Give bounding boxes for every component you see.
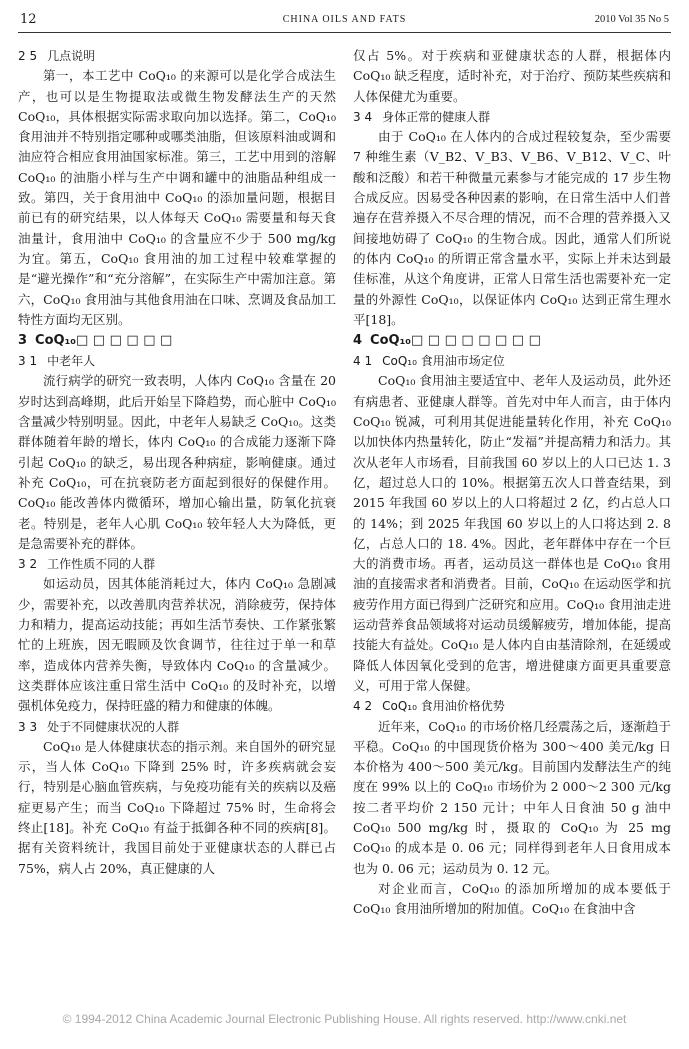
section-number: 4: [353, 333, 363, 349]
section-title: 中老年人: [47, 354, 96, 369]
left-column: [18, 46, 336, 1006]
section-title: 身体正常的健康人群: [382, 109, 491, 124]
subsection-heading: [18, 554, 336, 574]
section-title: CoQ₁₀□ □ □ □ □ □ □ □: [370, 333, 541, 349]
body-paragraph: 对企业而言，CoQ₁₀ 的添加所增加的成本要低于 CoQ₁₀ 食用油所增加的附加值。CoQ₁₀ 在食油中含: [353, 880, 671, 917]
body-paragraph: 第一，本工艺中 CoQ₁₀ 的来源可以是化学合成法生产，也可以是生物提取法或微生物发酵法生产的天然 CoQ₁₀，具体根据实际需求取向加以选择。第二，CoQ₁₀ 食用油并不特别指定哪种或哪类油脂，但该原料油或调和油应符合相应食用油国家标准。第三，工艺中用到的溶解 CoQ₁₀ 的油脂小样与生产中调和罐中的油脂品种组成一致。第四，关于食用油中 CoQ₁₀ 的添加量问题，根据目前已有的研究结果，以人体每天 CoQ₁₀ 需要量和每天食油量计，食用油中 CoQ₁₀ 的含量应不少于 500 mg/kg 为宜。第五，CoQ₁₀ 食用油的加工过程中较难掌握的是“避光操作”和“充分溶解”，在实际生产中需加注意。第六，CoQ₁₀ 食用油与其他食用油在口味、烹调及食品加工特性方面均无区别。: [18, 68, 336, 327]
page-number: 12: [20, 12, 37, 27]
section-number: 3 2: [18, 557, 38, 572]
subsection-heading: [18, 717, 336, 737]
body-paragraph: CoQ₁₀ 食用油主要适宜中、老年人及运动员，此外还有病患者、亚健康人群等。首先对中年人而言，由于体内 CoQ₁₀ 锐减，可利用其促进能量转化作用，补充 CoQ₁₀ 以加快体内热量转化，防止“发福”并提高精力和活力。其次从老年人市场看，目前我国 60 岁以上的人口已达 1. 3 亿，超过总人口的 10%。根据第五次人口普查结果，到 2015 年我国 60 岁以上的人口将超过 2 亿，约占总人口的 14%；到 2025 年我国 60 岁以上的人口将达到 2. 8 亿，占总人口的 18. 4%。因此，老年群体中存在一个巨大的消费市场。再者，运动员这一群体也是 CoQ₁₀ 食用油的直接需求者和消费者。目前，CoQ₁₀ 在运动医学和抗疲劳作用方面已得到广泛研究和应用。CoQ₁₀ 食用油走进运动营养食品领域将对运动员缓解疲劳，增加体能，提高技能大有益处。CoQ₁₀ 是人体内自由基清除剂，在延缓或降低人体因氧化受到的危害，增进健康方面更具重要意义，可用于常人保健。: [353, 373, 671, 693]
section-number: 3 4: [353, 109, 373, 124]
journal-name: CHINA OILS AND FATS: [282, 14, 407, 25]
section-title: CoQ₁₀ 食用油价格优势: [382, 699, 505, 714]
section-title: CoQ₁₀ 食用油市场定位: [382, 354, 505, 369]
body-paragraph: 如运动员，因其体能消耗过大，体内 CoQ₁₀ 急剧减少，需要补充，以改善肌肉营养状况，消除疲劳，保持体力和精力，提高运动技能；再如生活节奏快、工作紧张繁忙的上班族，因无暇顾及饮食调节，往往过于单一和草率，造成体内营养失衡，导致体内 CoQ₁₀ 的含量减少。这类群体应该注重日常生活中 CoQ₁₀ 的及时补充，以增强机体免疫力，保持旺盛的精力和健康的体魄。: [18, 576, 336, 714]
body-paragraph: 由于 CoQ₁₀ 在人体内的合成过程较复杂，至少需要 7 种维生素（V_B2、V_B3、V_B6、V_B12、V_C、叶酸和泛酸）和若干种微量元素参与才能完成的 17 步生物合成反应。因易受各种因素的影响，在日常生活中人们普遍存在营养摄入不尽合理的情况，而不合理的营养摄入又间接地妨碍了 CoQ₁₀ 的生物合成。因此，通常人们所说的体内 CoQ₁₀ 的所谓正常含量水平，实际上并未达到最佳标准，从这个角度讲，正常人日常生活也需要补充一定量的外源性 CoQ₁₀，以保证体内 CoQ₁₀ 达到正常生理水平[18]。: [353, 129, 671, 327]
subsection-heading: [18, 46, 336, 66]
section-number: 4 1: [353, 354, 373, 369]
body-paragraph: CoQ₁₀ 是人体健康状态的指示剂。来自国外的研究显示，当人体 CoQ₁₀ 下降到 25% 时，许多疾病就会妄行，特别是心脑血管疾病，与免疫功能有关的疾病以及癌症更易产生；而当 CoQ₁₀ 下降超过 75% 时，生命将会终止[18]。补充 CoQ₁₀ 有益于抵御各种不同的疾病[8]。据有关资料统计，我国目前处于亚健康状态的人群已占 75%，病人占 20%，真正健康的人: [18, 738, 336, 876]
section-number: 2 5: [18, 49, 38, 63]
section-title: 工作性质不同的人群: [47, 557, 156, 572]
issue-info: 2010 Vol 35 No 5: [594, 14, 669, 25]
body-paragraph: 流行病学的研究一致表明，人体内 CoQ₁₀ 含量在 20 岁时达到高峰期，此后开始呈下降趋势，而心脏中 CoQ₁₀ 含量减少特别明显。因此，中老年人易缺乏 CoQ₁₀。这类群体随着年龄的增长，体内 CoQ₁₀ 的合成能力逐渐下降引起 CoQ₁₀ 的缺乏，易出现各种病症，影响健康。通过补充 CoQ₁₀，可在抗衰防老方面起到很好的保健作用。CoQ₁₀ 能改善体内微循环，增加心输出量，防氧化抗衰老。特别是，老年人心肌 CoQ₁₀ 较年轻人大为降低，更是急需要补充的群体。: [18, 373, 336, 551]
section-number: 4 2: [353, 699, 373, 714]
subsection-heading: [18, 351, 336, 371]
section-heading: [18, 330, 336, 351]
body-paragraph: 近年来，CoQ₁₀ 的市场价格几经震荡之后，逐渐趋于平稳。CoQ₁₀ 的中国现货价格为 300～400 美元/kg 日本价格为 400～500 美元/kg。目前国内发酵法生产的纯度在 99% 以上的 CoQ₁₀ 市场价为 2 000～2 300 元/kg 按二者平均价 2 150 元计；中年人日食油 50 g 油中 CoQ₁₀ 500 mg/kg 时，摄取的 CoQ₁₀ 为 25 mg CoQ₁₀ 的成本是 0. 06 元；同样得到老年人日食用成本也为 0. 06 元；运动员为 0. 12 元。: [353, 718, 671, 876]
subsection-heading: [353, 351, 671, 371]
copyright-footer: © 1994-2012 China Academic Journal Electronic Publishing House. All rights reserved. http://www.cnki.net: [62, 1012, 627, 1026]
subsection-heading: [353, 696, 671, 716]
section-number: 3 3: [18, 719, 38, 734]
body-paragraph: 仅占 5%。对于疾病和亚健康状态的人群，根据体内 CoQ₁₀ 缺乏程度，适时补充，对于治疗、预防某些疾病和人体保健尤为重要。: [353, 48, 671, 104]
section-number: 3: [18, 333, 28, 349]
subsection-heading: [353, 107, 671, 127]
section-number: 3 1: [18, 354, 38, 369]
section-title: 几点说明: [47, 49, 96, 63]
right-column: [353, 46, 671, 1006]
section-title: 处于不同健康状况的人群: [47, 719, 180, 734]
section-heading: [353, 330, 671, 351]
section-title: CoQ₁₀□ □ □ □ □ □: [35, 333, 173, 349]
running-header: [18, 10, 671, 33]
